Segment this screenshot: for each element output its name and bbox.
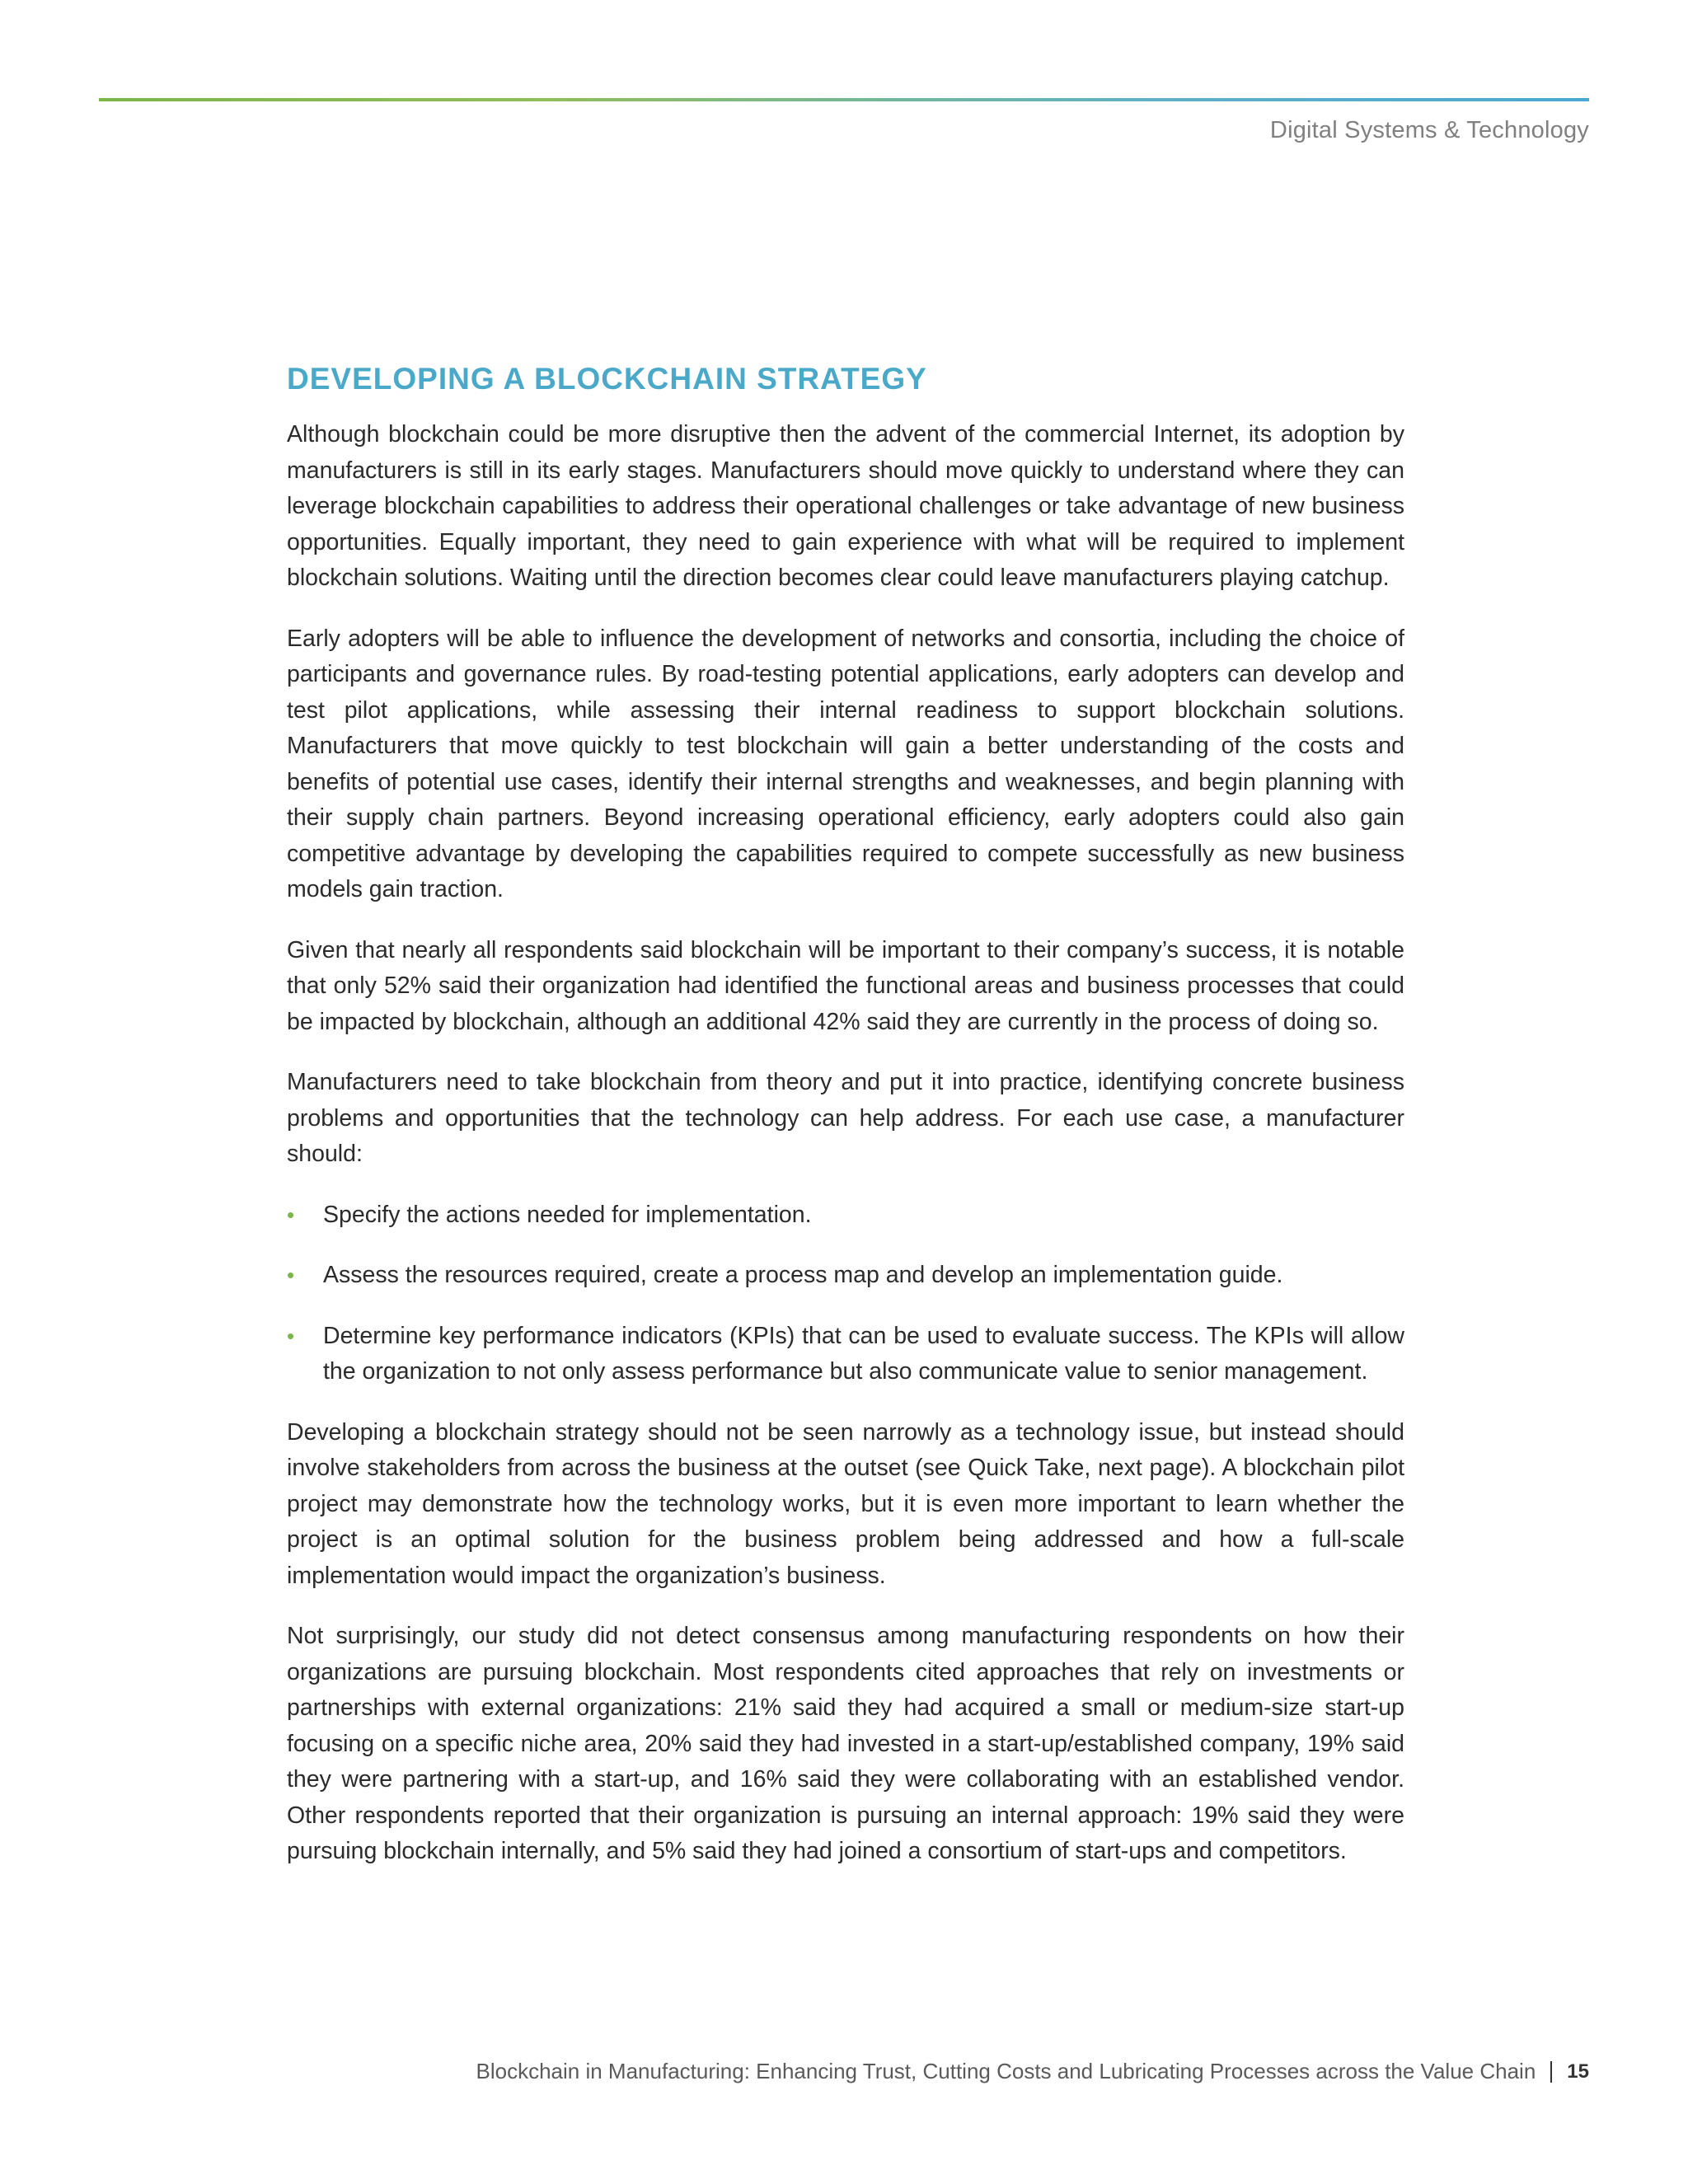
paragraph: Although blockchain could be more disruptive then the advent of the commercial Internet, its adoption by manufacturers is still in its early stages. Manufacturers should move quickly to understand where they can leverage blockchain capabilities to address their operational challenges or take advantage of new business opportunities. Equally important, they need to gain experience with what will be required to implement blockchain solutions. Waiting until the direction becomes clear could leave manufacturers playing catchup. <box>287 421 1404 591</box>
paragraph: Given that nearly all respondents said blockchain will be important to their company’s success, it is notable that only 52% said their organization had identified the functional areas and business processes that could be impacted by blockchain, although an additional 42% said they are currently in the process of doing so. <box>287 936 1404 1035</box>
bullet-dot-icon: • <box>287 1202 295 1227</box>
page-content <box>287 356 1404 1895</box>
bullet-item <box>287 1197 1404 1234</box>
bullet-text: Specify the actions needed for implementation. <box>323 1201 812 1228</box>
bullet-item <box>287 1258 1404 1294</box>
bullet-dot-icon: • <box>287 1323 295 1348</box>
footer-title: Blockchain in Manufacturing: Enhancing Trust, Cutting Costs and Lubricating Processes across the Value Chain <box>476 2059 1536 2083</box>
section-heading: DEVELOPING A BLOCKCHAIN STRATEGY <box>287 362 927 396</box>
page-footer <box>476 2059 1589 2084</box>
paragraph: Developing a blockchain strategy should not be seen narrowly as a technology issue, but instead should involve stakeholders from across the business at the outset (see Quick Take, next page). A blockchain pilot project may demonstrate how the technology works, but it is even more important to learn whether the project is an optimal solution for the business problem being addressed and how a full-scale implementation would impact the organization’s business. <box>287 1418 1404 1589</box>
bullet-item <box>287 1319 1404 1390</box>
footer-divider <box>1550 2061 1552 2083</box>
bullet-list <box>287 1197 1404 1390</box>
bullet-dot-icon: • <box>287 1263 295 1287</box>
paragraph: Manufacturers need to take blockchain from theory and put it into practice, identifying concrete business problems and opportunities that the technology can help address. For each use case, a manufacturer should: <box>287 1069 1404 1167</box>
paragraph: Early adopters will be able to influence the development of networks and consortia, including the choice of participants and governance rules. By road-testing potential applications, early adopters can develop and test pilot applications, while assessing their internal readiness to support blockchain solutions. Manufacturers that move quickly to test blockchain will gain a better understanding of the costs and benefits of potential use cases, identify their internal strengths and weaknesses, and begin planning with their supply chain partners. Beyond increasing operational efficiency, early adopters could also gain competitive advantage by developing the capabilities required to compete successfully as new business models gain traction. <box>287 625 1404 902</box>
header-section-label: Digital Systems & Technology <box>1269 117 1589 143</box>
bullet-text: Determine key performance indicators (KPIs) that can be used to evaluate success. The KPIs will allow the organization to not only assess performance but also communicate value to senior management. <box>323 1322 1404 1385</box>
header-rule <box>99 98 1589 101</box>
paragraph: Not surprisingly, our study did not detect consensus among manufacturing respondents on how their organizations are pursuing blockchain. Most respondents cited approaches that rely on investments or partnerships with external organizations: 21% said they had acquired a small or medium-size start-up focusing on a specific niche area, 20% said they had invested in a start-up/established company, 19% said they were partnering with a start-up, and 16% said they were collaborating with an established vendor. Other respondents reported that their organization is pursuing an internal approach: 19% said they were pursuing blockchain internally, and 5% said they had joined a consortium of start-ups and competitors. <box>287 1623 1404 1864</box>
bullet-text: Assess the resources required, create a process map and develop an implementation guide. <box>323 1262 1283 1288</box>
page-number: 15 <box>1567 2060 1589 2083</box>
